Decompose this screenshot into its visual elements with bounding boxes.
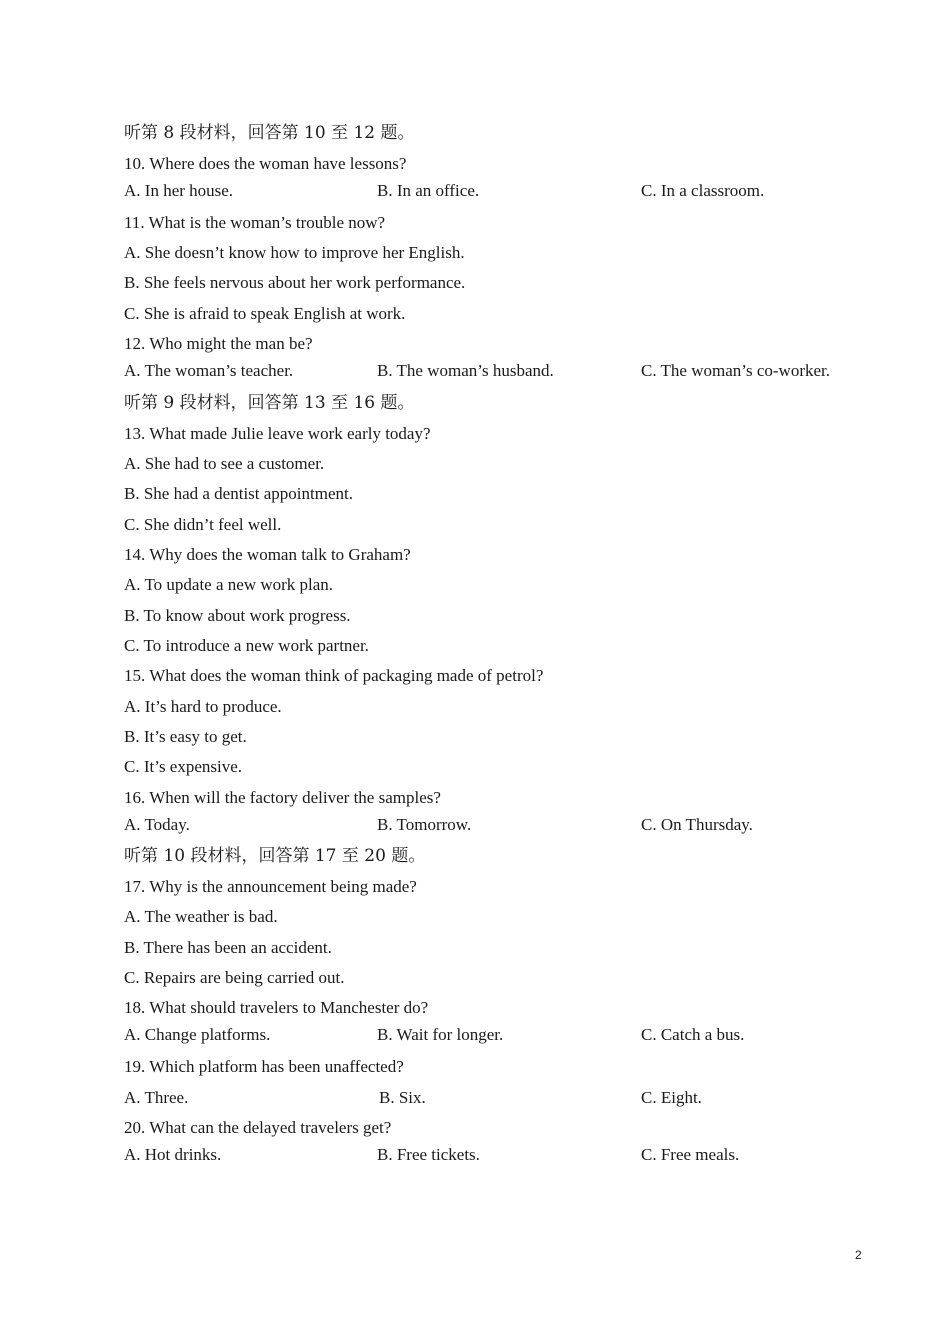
option-a: A. Hot drinks. [124,1145,222,1164]
option-b: B. Six. [379,1088,426,1107]
question-stem: 15. What does the woman think of packaging made of petrol? [124,666,544,685]
option-b: B. In an office. [377,181,480,200]
option-a: A. The woman’s teacher. [124,361,294,380]
question-stem: 10. Where does the woman have lessons? [124,154,407,173]
page-number: 2 [855,1248,862,1262]
option-c: C. To introduce a new work partner. [124,636,369,655]
option-c: C. On Thursday. [641,815,753,834]
option-c: C. She is afraid to speak English at work. [124,304,406,323]
option-b: B. To know about work progress. [124,606,351,625]
option-c: C. The woman’s co-worker. [641,361,831,380]
options-row [124,815,884,835]
question-stem: 12. Who might the man be? [124,334,313,353]
option-b: B. She feels nervous about her work performance. [124,273,466,292]
option-c: C. Catch a bus. [641,1025,745,1044]
option-b: B. Free tickets. [377,1145,480,1164]
option-c: C. Eight. [641,1088,702,1107]
question-stem: 16. When will the factory deliver the samples? [124,788,441,807]
section-instruction: 听第 9 段材料，回答第 13 至 16 题。 [124,393,415,413]
options-row [124,1145,884,1165]
option-c: C. In a classroom. [641,181,765,200]
options-row [124,1088,884,1108]
option-b: B. It’s easy to get. [124,727,247,746]
option-b: B. The woman’s husband. [377,361,554,380]
option-a: A. She doesn’t know how to improve her English. [124,243,465,262]
option-a: A. The weather is bad. [124,907,278,926]
question-stem: 13. What made Julie leave work early today? [124,424,431,443]
option-a: A. Today. [124,815,190,834]
option-b: B. She had a dentist appointment. [124,484,353,503]
option-c: C. Free meals. [641,1145,740,1164]
option-a: A. Change platforms. [124,1025,271,1044]
option-a: A. It’s hard to produce. [124,697,282,716]
question-stem: 19. Which platform has been unaffected? [124,1057,404,1076]
option-a: A. Three. [124,1088,189,1107]
options-row [124,1025,884,1045]
section-instruction: 听第 10 段材料，回答第 17 至 20 题。 [124,846,426,866]
question-stem: 14. Why does the woman talk to Graham? [124,545,411,564]
option-a: A. She had to see a customer. [124,454,325,473]
options-row [124,181,884,201]
option-c: C. She didn’t feel well. [124,515,282,534]
option-c: C. It’s expensive. [124,757,243,776]
question-stem: 18. What should travelers to Manchester do? [124,998,429,1017]
question-stem: 20. What can the delayed travelers get? [124,1118,392,1137]
option-b: B. Wait for longer. [377,1025,504,1044]
option-c: C. Repairs are being carried out. [124,968,345,987]
option-a: A. In her house. [124,181,234,200]
question-stem: 11. What is the woman’s trouble now? [124,213,386,232]
option-b: B. There has been an accident. [124,938,332,957]
option-b: B. Tomorrow. [377,815,472,834]
option-a: A. To update a new work plan. [124,575,334,594]
question-stem: 17. Why is the announcement being made? [124,877,417,896]
options-row [124,361,884,381]
section-instruction: 听第 8 段材料，回答第 10 至 12 题。 [124,123,415,143]
